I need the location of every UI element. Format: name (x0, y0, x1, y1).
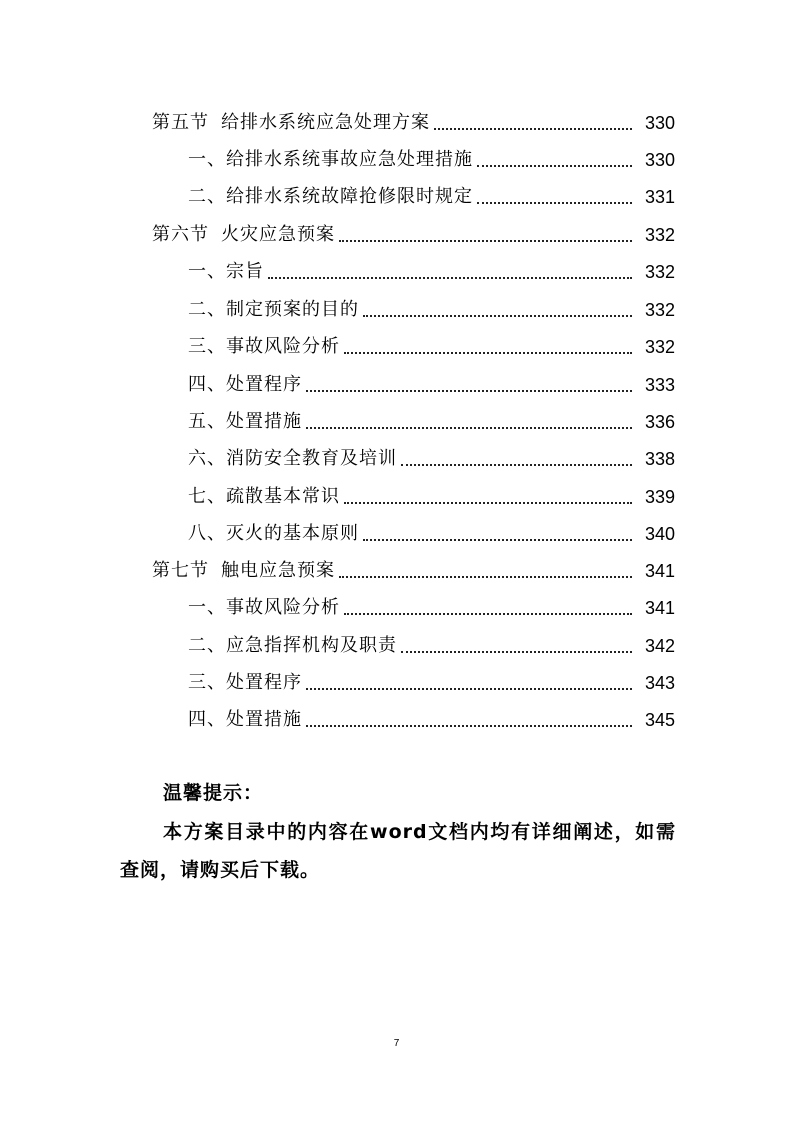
dot-leader (363, 305, 632, 317)
toc-entry[interactable] (0, 440, 793, 470)
toc-entry-label (188, 336, 340, 358)
toc-entry-page: 332 (644, 225, 675, 245)
notice-body: 本方案目录中的内容在word文档内均有详细阐述，如需查阅，请购买后下载。 (120, 821, 676, 881)
toc-entry-page: 341 (644, 561, 675, 581)
toc-entry-number: 第五节 (152, 112, 209, 133)
toc-entry-section-6[interactable] (0, 216, 793, 246)
dot-leader (339, 566, 632, 578)
toc-entry-label (152, 224, 335, 246)
toc-entry-title: 消防安全教育及培训 (226, 448, 397, 469)
toc-entry-title: 给排水系统故障抢修限时规定 (226, 186, 473, 207)
dot-leader (363, 529, 632, 541)
toc-entry-label (188, 149, 473, 171)
toc-entry[interactable] (0, 178, 793, 208)
toc-entry-page: 343 (644, 673, 675, 693)
toc-entry-number: 八、 (188, 523, 226, 544)
toc-entry[interactable] (0, 627, 793, 657)
toc-entry-page: 333 (644, 375, 675, 395)
toc-entry-title: 处置措施 (226, 411, 302, 432)
toc-entry[interactable] (0, 589, 793, 619)
notice-title: 温馨提示： (163, 782, 264, 804)
toc-entry-page: 332 (644, 262, 675, 282)
toc-entry[interactable] (0, 291, 793, 321)
toc-entry[interactable] (0, 701, 793, 731)
toc-entry-number: 一、 (188, 261, 226, 282)
toc-entry-number: 二、 (188, 635, 226, 656)
toc-entry-number: 七、 (188, 486, 226, 507)
toc-entry-title: 火灾应急预案 (221, 224, 335, 245)
dot-leader (401, 454, 632, 466)
toc-entry-page: 338 (644, 449, 675, 469)
toc-entry-label (188, 672, 302, 694)
toc-entry[interactable] (0, 403, 793, 433)
toc-entry-page: 331 (644, 187, 675, 207)
toc-entry-title: 宗旨 (226, 261, 264, 282)
dot-leader (401, 641, 632, 653)
toc-entry-title: 制定预案的目的 (226, 299, 359, 320)
toc-entry-title: 灭火的基本原则 (226, 523, 359, 544)
toc-entry-title: 处置程序 (226, 672, 302, 693)
dot-leader (268, 267, 632, 279)
toc-entry-section-5[interactable] (0, 104, 793, 134)
toc-entry-title: 事故风险分析 (226, 336, 340, 357)
toc-entry-page: 330 (644, 150, 675, 170)
toc-entry-number: 四、 (188, 374, 226, 395)
toc-entry[interactable] (0, 664, 793, 694)
toc-entry-number: 三、 (188, 336, 226, 357)
toc-entry-label (188, 299, 359, 321)
toc-entry-label (188, 597, 340, 619)
toc-entry-title: 给排水系统事故应急处理措施 (226, 149, 473, 170)
toc-entry-page: 340 (644, 524, 675, 544)
dot-leader (344, 492, 632, 504)
toc-entry-number: 四、 (188, 709, 226, 730)
toc-entry-label (188, 261, 264, 283)
toc-entry-label (188, 523, 359, 545)
toc-entry-label (188, 448, 397, 470)
toc-entry-title: 疏散基本常识 (226, 486, 340, 507)
toc-entry-number: 二、 (188, 299, 226, 320)
toc-entry-page: 332 (644, 300, 675, 320)
toc-entry-label (188, 635, 397, 657)
toc-entry-label (188, 186, 473, 208)
toc-entry-page: 332 (644, 337, 675, 357)
dot-leader (306, 380, 632, 392)
toc-entry-label (188, 709, 302, 731)
dot-leader (477, 192, 632, 204)
dot-leader (344, 603, 632, 615)
toc-entry-section-7[interactable] (0, 552, 793, 582)
toc-entry-number: 二、 (188, 186, 226, 207)
toc-entry-title: 给排水系统应急处理方案 (221, 112, 430, 133)
toc-entry-title: 触电应急预案 (221, 560, 335, 581)
toc-entry-title: 事故风险分析 (226, 597, 340, 618)
toc-entry-label (188, 486, 340, 508)
dot-leader (434, 118, 632, 130)
toc-entry[interactable] (0, 366, 793, 396)
toc-entry-label (152, 112, 430, 134)
dot-leader (306, 417, 632, 429)
toc-entry[interactable] (0, 253, 793, 283)
toc-entry-label (188, 374, 302, 396)
dot-leader (477, 155, 632, 167)
toc-entry[interactable] (0, 515, 793, 545)
dot-leader (339, 230, 632, 242)
toc-entry-number: 三、 (188, 672, 226, 693)
toc-entry[interactable] (0, 328, 793, 358)
toc-entry-number: 一、 (188, 149, 226, 170)
toc-entry-number: 第六节 (152, 224, 209, 245)
toc-entry-number: 六、 (188, 448, 226, 469)
toc-entry-page: 342 (644, 636, 675, 656)
toc-entry-number: 一、 (188, 597, 226, 618)
toc-entry-title: 处置措施 (226, 709, 302, 730)
dot-leader (344, 342, 632, 354)
toc-entry-page: 336 (644, 412, 675, 432)
toc-entry-number: 五、 (188, 411, 226, 432)
toc-entry-page: 345 (644, 710, 675, 730)
page-number: 7 (393, 1038, 400, 1049)
toc-entry[interactable] (0, 478, 793, 508)
toc-entry-number: 第七节 (152, 560, 209, 581)
toc-entry-page: 339 (644, 487, 675, 507)
dot-leader (306, 678, 632, 690)
toc-entry-title: 处置程序 (226, 374, 302, 395)
toc-entry[interactable] (0, 141, 793, 171)
toc-entry-label (152, 560, 335, 582)
dot-leader (306, 715, 632, 727)
toc-entry-label (188, 411, 302, 433)
toc-entry-title: 应急指挥机构及职责 (226, 635, 397, 656)
toc-entry-page: 341 (644, 598, 675, 618)
toc-entry-page: 330 (644, 113, 675, 133)
